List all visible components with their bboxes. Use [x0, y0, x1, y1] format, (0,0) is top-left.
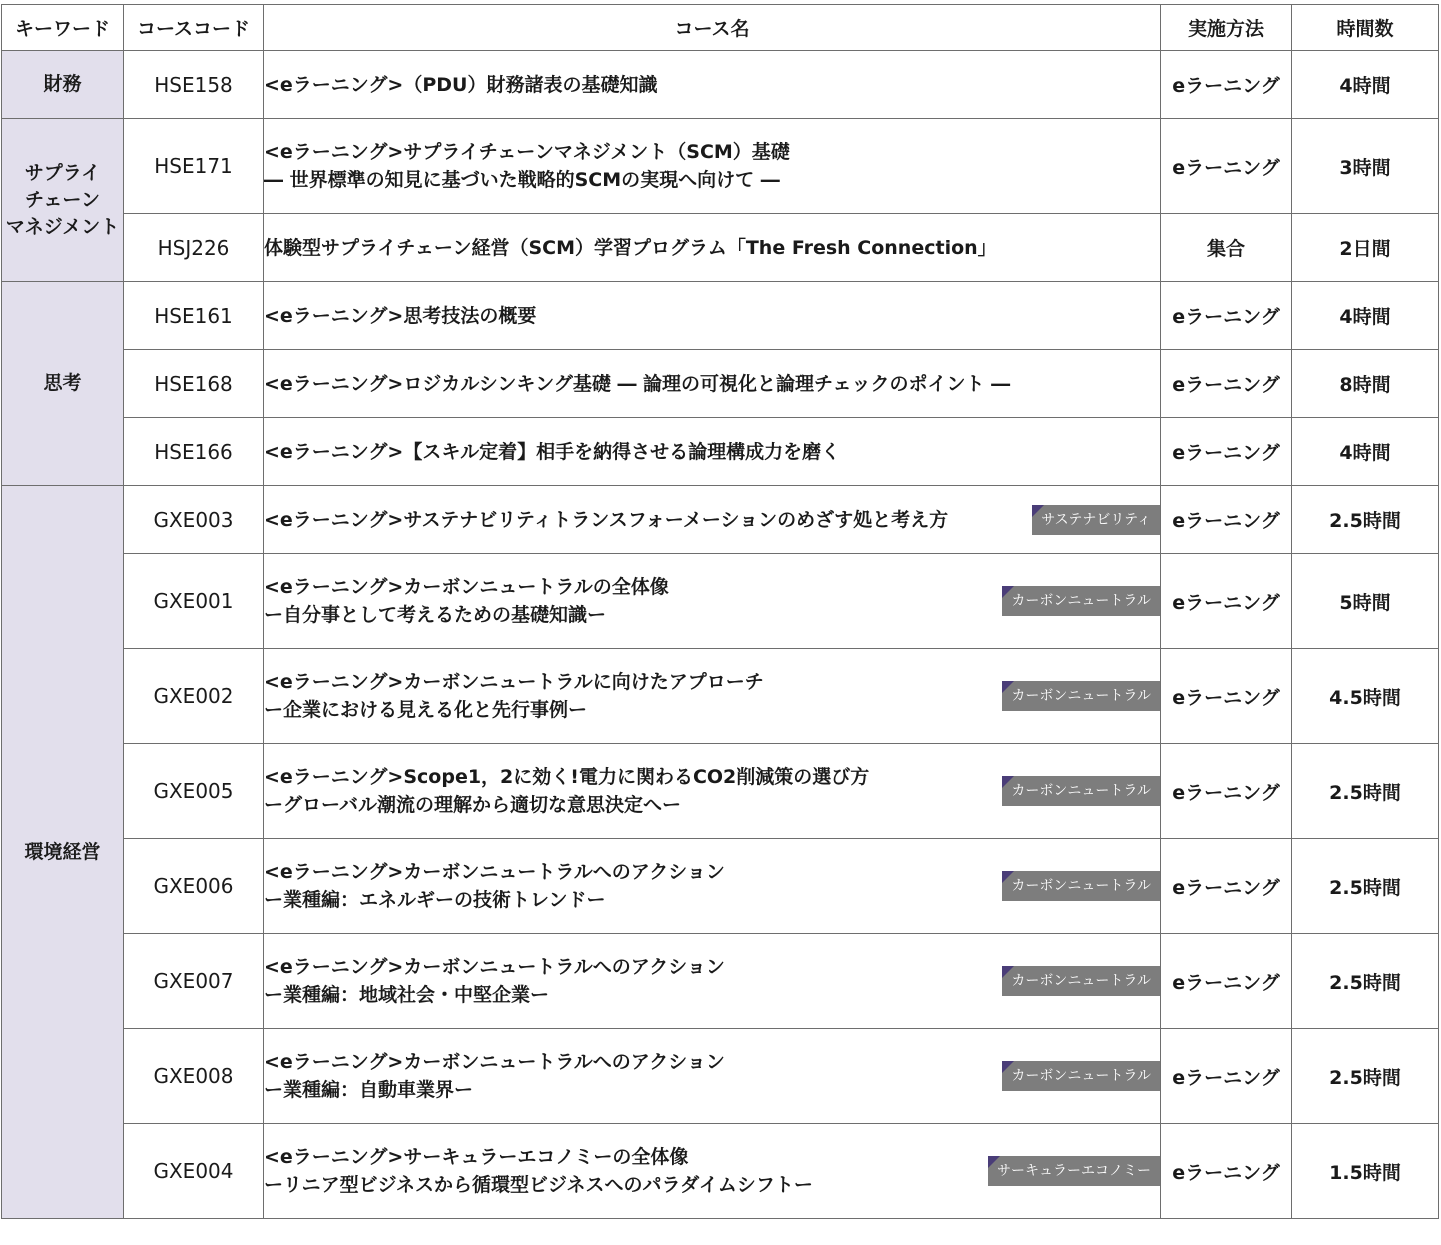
course-method: eラーニング [1161, 744, 1292, 839]
course-code: GXE007 [124, 934, 264, 1029]
course-hours: 3時間 [1292, 119, 1439, 214]
course-method: eラーニング [1161, 554, 1292, 649]
course-hours: 4時間 [1292, 418, 1439, 486]
course-hours: 2.5時間 [1292, 934, 1439, 1029]
course-method: eラーニング [1161, 51, 1292, 119]
course-hours: 5時間 [1292, 554, 1439, 649]
table-row [2, 214, 1439, 282]
course-name [264, 649, 1161, 744]
table-row [2, 282, 1439, 350]
course-method: eラーニング [1161, 282, 1292, 350]
table-row [2, 649, 1439, 744]
course-method: eラーニング [1161, 649, 1292, 744]
header-row [2, 5, 1439, 51]
course-code: GXE008 [124, 1029, 264, 1124]
course-hours: 4.5時間 [1292, 649, 1439, 744]
category-tag: カーボンニュートラル [1002, 586, 1160, 616]
keyword-environment: 環境経営 [2, 486, 124, 1219]
course-method: eラーニング [1161, 1124, 1292, 1219]
course-code: GXE006 [124, 839, 264, 934]
course-name-line: <eラーニング>カーボンニュートラルへのアクション [264, 1051, 725, 1073]
keyword-thinking: 思考 [2, 282, 124, 486]
course-name-subline: ーリニア型ビジネスから循環型ビジネスへのパラダイムシフトー [264, 1174, 813, 1196]
keyword-scm-line: チェーン [24, 188, 101, 211]
table-row [2, 350, 1439, 418]
course-hours: 4時間 [1292, 51, 1439, 119]
category-tag: カーボンニュートラル [1002, 1061, 1160, 1091]
course-code: GXE002 [124, 649, 264, 744]
keyword-scm-line: サプライ [24, 161, 101, 184]
course-hours: 4時間 [1292, 282, 1439, 350]
course-code: HSE171 [124, 119, 264, 214]
table-row [2, 486, 1439, 554]
category-tag: カーボンニュートラル [1002, 871, 1160, 901]
course-code: HSJ226 [124, 214, 264, 282]
course-method: eラーニング [1161, 839, 1292, 934]
course-code: HSE158 [124, 51, 264, 119]
course-name-subline: ー企業における見える化と先行事例ー [264, 699, 588, 721]
course-method: eラーニング [1161, 1029, 1292, 1124]
course-name-line: <eラーニング>【スキル定着】相手を納得させる論理構成力を磨く [264, 440, 841, 463]
category-tag: カーボンニュートラル [1002, 966, 1160, 996]
course-name [264, 839, 1161, 934]
course-method: 集合 [1161, 214, 1292, 282]
course-name [264, 1029, 1161, 1124]
course-name [264, 119, 1161, 214]
course-hours: 2.5時間 [1292, 1029, 1439, 1124]
category-tag: カーボンニュートラル [1002, 681, 1160, 711]
keyword-scm [2, 119, 124, 282]
header-keyword: キーワード [2, 5, 124, 51]
course-method: eラーニング [1161, 350, 1292, 418]
course-name [264, 51, 1161, 119]
course-method: eラーニング [1161, 486, 1292, 554]
course-name [264, 418, 1161, 486]
header-code: コースコード [124, 5, 264, 51]
table-row [2, 839, 1439, 934]
course-name-line: <eラーニング>サステナビリティトランスフォーメーションのめざす処と考え方 [264, 508, 949, 531]
table-row [2, 1029, 1439, 1124]
course-name [264, 214, 1161, 282]
course-name-subline: ー業種編：地域社会・中堅企業ー [264, 984, 550, 1006]
header-hours: 時間数 [1292, 5, 1439, 51]
course-name-line: <eラーニング>カーボンニュートラルへのアクション [264, 956, 725, 978]
course-hours: 2日間 [1292, 214, 1439, 282]
course-name-line: <eラーニング>カーボンニュートラルに向けたアプローチ [264, 671, 764, 693]
table-row [2, 418, 1439, 486]
course-hours: 2.5時間 [1292, 486, 1439, 554]
course-code: HSE166 [124, 418, 264, 486]
course-code: GXE003 [124, 486, 264, 554]
course-code: GXE004 [124, 1124, 264, 1219]
course-name [264, 486, 1161, 554]
table-row [2, 554, 1439, 649]
course-name [264, 934, 1161, 1029]
course-name-subline: ー業種編：自動車業界ー [264, 1079, 474, 1101]
course-name [264, 744, 1161, 839]
category-tag: サーキュラーエコノミー [988, 1156, 1160, 1186]
course-name-subline: ー自分事として考えるための基礎知識ー [264, 604, 607, 626]
course-table [1, 4, 1439, 1219]
course-name-subline: ー業種編：エネルギーの技術トレンドー [264, 889, 606, 911]
course-hours: 1.5時間 [1292, 1124, 1439, 1219]
table-row [2, 1124, 1439, 1219]
course-name [264, 282, 1161, 350]
course-hours: 2.5時間 [1292, 839, 1439, 934]
course-name-subline: ーグローバル潮流の理解から適切な意思決定へー [264, 794, 682, 816]
table-row [2, 744, 1439, 839]
header-method: 実施方法 [1161, 5, 1292, 51]
course-name-line: <eラーニング>ロジカルシンキング基礎 ― 論理の可視化と論理チェックのポイント ― [264, 372, 1011, 395]
course-name [264, 554, 1161, 649]
course-code: HSE161 [124, 282, 264, 350]
course-name-line: <eラーニング>サーキュラーエコノミーの全体像 [264, 1146, 689, 1168]
course-name-line: <eラーニング>思考技法の概要 [264, 304, 537, 327]
course-name [264, 1124, 1161, 1219]
course-hours: 8時間 [1292, 350, 1439, 418]
course-hours: 2.5時間 [1292, 744, 1439, 839]
course-code: GXE005 [124, 744, 264, 839]
category-tag: サステナビリティ [1032, 505, 1160, 535]
course-method: eラーニング [1161, 418, 1292, 486]
table-row [2, 51, 1439, 119]
course-name-line: <eラーニング>（PDU）財務諸表の基礎知識 [264, 73, 658, 96]
course-method: eラーニング [1161, 119, 1292, 214]
course-name-line: <eラーニング>カーボンニュートラルへのアクション [264, 861, 725, 883]
table-row [2, 934, 1439, 1029]
table-row [2, 119, 1439, 214]
keyword-scm-line: マネジメント [5, 215, 120, 238]
course-code: HSE168 [124, 350, 264, 418]
course-name-line: <eラーニング>サプライチェーンマネジメント（SCM）基礎 [264, 141, 790, 163]
course-name-line: 体験型サプライチェーン経営（SCM）学習プログラム「The Fresh Connection」 [264, 236, 997, 259]
course-name-line: <eラーニング>カーボンニュートラルの全体像 [264, 576, 669, 598]
course-code: GXE001 [124, 554, 264, 649]
course-name [264, 350, 1161, 418]
header-name: コース名 [264, 5, 1161, 51]
keyword-finance: 財務 [2, 51, 124, 119]
course-name-subline: ― 世界標準の知見に基づいた戦略的SCMの実現へ向けて ― [264, 169, 780, 191]
category-tag: カーボンニュートラル [1002, 776, 1160, 806]
course-method: eラーニング [1161, 934, 1292, 1029]
course-name-line: <eラーニング>Scope1，2に効く!電力に関わるCO2削減策の選び方 [264, 766, 870, 788]
